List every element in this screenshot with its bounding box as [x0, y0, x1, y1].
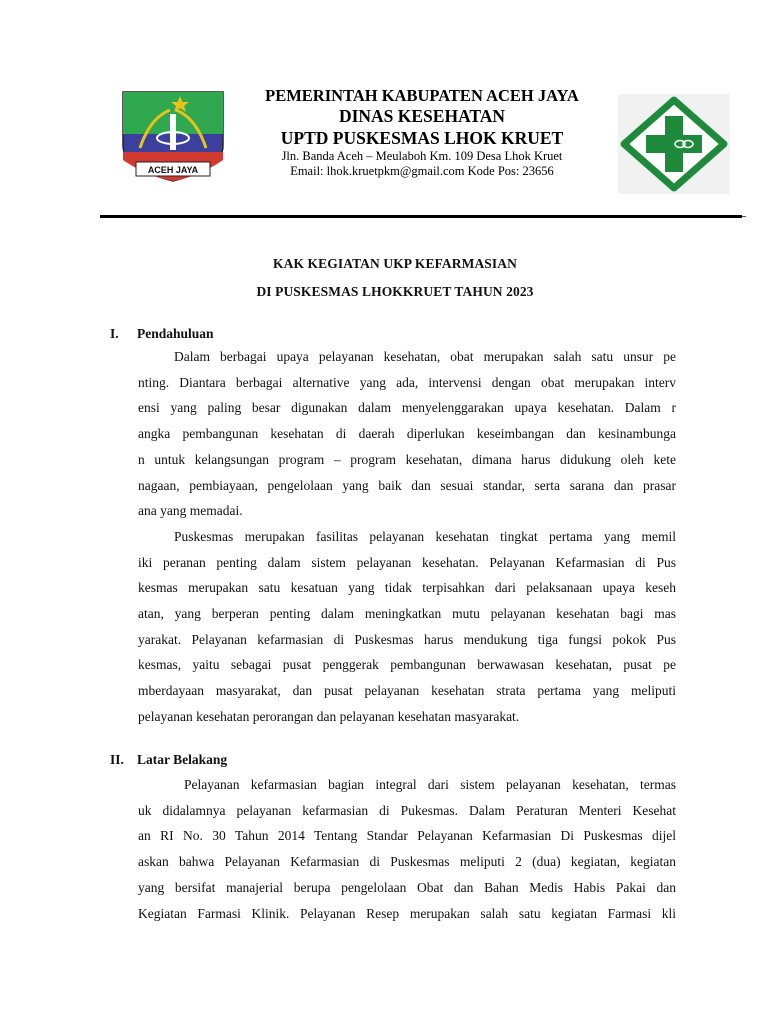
paragraph-line: ensi yang paling besar digunakan dalam menyelenggarakan upaya kesehatan. Dalam r [138, 400, 676, 416]
aceh-jaya-crest-icon [120, 88, 226, 184]
paragraph-line: mberdayaan masyarakat, dan pusat pelayanan kesehatan strata pertama yang meliputi [138, 683, 676, 699]
paragraph-line: nting. Diantara berbagai alternative yang ada, intervensi dengan obat merupakan interv [138, 374, 676, 390]
header-divider-tick [742, 216, 746, 217]
paragraph-line: nagaan, pembiayaan, pengelolaan yang baik dan sesuai standar, serta sarana dan prasar [138, 477, 676, 493]
paragraph-line: Dalam berbagai upaya pelayanan kesehatan, obat merupakan salah satu unsur pe [174, 349, 676, 364]
paragraph-line: yarakat. Pelayanan kefarmasian di Puskesmas harus mendukung tiga fungsi pokok Pus [138, 631, 676, 647]
contact-line: Email: lhok.kruetpkm@gmail.com Kode Pos: 23656 [290, 164, 554, 178]
section-number: I. [110, 326, 119, 341]
section-title: Pendahuluan [137, 326, 214, 341]
department-name: DINAS KESEHATAN [338, 106, 506, 126]
puskesmas-cross-icon [618, 94, 730, 194]
paragraph-line: Puskesmas merupakan fasilitas pelayanan kesehatan tingkat pertama yang memil [174, 528, 676, 544]
paragraph-line: Pelayanan kefarmasian bagian integral dari sistem pelayanan kesehatan, termas [184, 777, 676, 792]
paragraph-line: uk didalamnya pelayanan kefarmasian di Pukesmas. Dalam Peraturan Menteri Kesehat [138, 802, 676, 818]
paragraph-line: angka pembangunan kesehatan di daerah diperlukan keseimbangan dan kesinambunga [138, 426, 676, 442]
paragraph-line: iki peranan penting dalam sistem pelayanan kesehatan. Pelayanan Kefarmasian di Pus [138, 554, 676, 570]
section-title: Latar Belakang [137, 752, 228, 767]
address: Jln. Banda Aceh – Meulaboh Km. 109 Desa Lhok Kruet [281, 149, 563, 163]
section-heading-latar-belakang [110, 752, 227, 768]
section-heading-pendahuluan [110, 326, 214, 342]
letterhead [232, 86, 612, 179]
paragraph-line: yang bersifat manajerial berupa pengelolaan Obat dan Bahan Medis Habis Pakai dan [138, 879, 676, 895]
paragraph-line: kesmas, yaitu sebagai pusat penggerak pembangunan berwawasan kesehatan, pusat pe [138, 657, 676, 673]
paragraph-line: pelayanan kesehatan perorangan dan pelayanan kesehatan masyarakat. [138, 708, 520, 724]
paragraph-line: askan bahwa Pelayanan Kefarmasian di Puskesmas meliputi 2 (dua) kegiatan, kegiatan [138, 854, 676, 870]
paragraph-line: Kegiatan Farmasi Klinik. Pelayanan Resep merupakan salah satu kegiatan Farmasi kli [138, 905, 676, 921]
paragraph-line: n untuk kelangsungan program – program kesehatan, dimana harus didukung oleh kete [138, 451, 676, 467]
document-subtitle: DI PUSKESMAS LHOKKRUET TAHUN 2023 [256, 284, 534, 299]
paragraph-line: atan, yang berperan penting dalam meningkatkan mutu pelayanan kesehatan bagi mas [138, 606, 676, 621]
header-divider [100, 215, 742, 218]
government-name: PEMERINTAH KABUPATEN ACEH JAYA [265, 86, 579, 105]
paragraph-line: ana yang memadai. [138, 503, 243, 519]
institution-name: UPTD PUSKESMAS LHOK KRUET [280, 128, 564, 148]
crest-label: ACEH JAYA [147, 165, 199, 175]
document-title: KAK KEGIATAN UKP KEFARMASIAN [273, 256, 517, 271]
section-number: II. [110, 752, 124, 767]
paragraph-line: kesmas merupakan satu kesatuan yang tidak terpisahkan dari pelaksanaan upaya keseh [138, 580, 676, 596]
paragraph-line: an RI No. 30 Tahun 2014 Tentang Standar Pelayanan Kefarmasian Di Puskesmas dijel [138, 828, 676, 844]
